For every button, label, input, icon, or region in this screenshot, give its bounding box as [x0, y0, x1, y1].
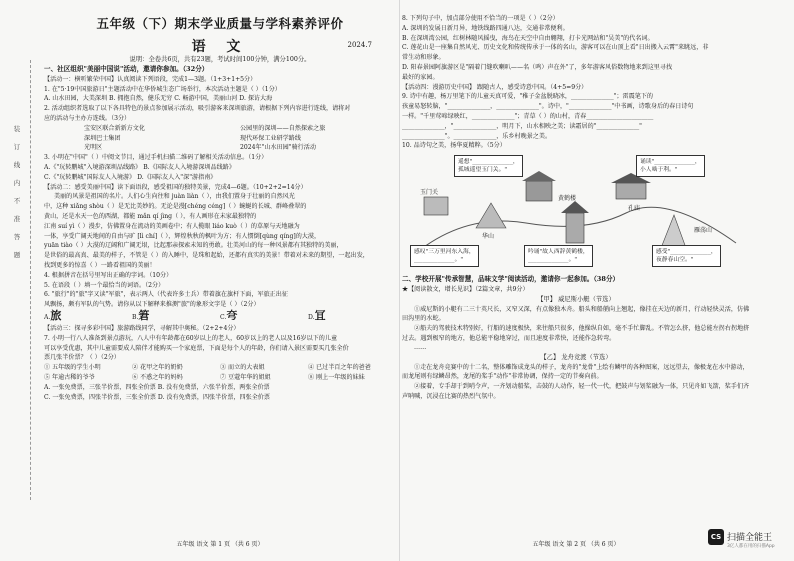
- left-line: 美丽的风景是祖国的名片。人们心生向往和 juàn liàn（ ），由我们置身于壮丽的自然风光: [54, 193, 295, 201]
- binding-char: 题: [13, 251, 21, 259]
- glyph-choice-char: 冝: [314, 308, 326, 322]
- passage-2: [402, 363, 750, 401]
- left-line: C.《"玩转鹏城"国际友人入境游》 D.《国际友人入"深"游指南》: [44, 173, 217, 181]
- tower-icon: [526, 181, 552, 201]
- passage-1-paragraph: ……: [414, 344, 427, 352]
- left-line: 【活动一：横听繁荣中国】认真阅读下列语段，完成1—3题。（1+3+1+5分）: [44, 75, 257, 83]
- right-line: 一样。"千里莺啼绿映红，______________"；青草（ ）的山村，青春______________________: [402, 112, 654, 120]
- left-line: 6. "旅行"的"旅"字又读"军旅"，表示两人（代表许多士兵）带着旗在旗杆下面，军旅正出征: [44, 291, 288, 299]
- glyph-choice-label: C.: [220, 313, 227, 321]
- family-member: ③ 而立的大表姐: [220, 364, 265, 372]
- pair-left: 深圳巴士集团: [84, 134, 121, 142]
- temple-icon: [616, 183, 646, 199]
- glyph-choices: [44, 310, 396, 324]
- map-box-4-text: 吟诵"故人西辞黄鹤楼， ______________。": [528, 249, 589, 264]
- subject-row: [44, 32, 396, 54]
- left-section-1: [44, 65, 396, 124]
- left-line: 2. 活动组织者选取了以下各具特色的景点参加展示活动，吸引游客来深圳旅游，请根据下列内容进行连线，请将对: [44, 105, 351, 113]
- page-fold: [399, 0, 400, 561]
- place-kongmiao: 孔庙: [628, 205, 641, 213]
- pair-row: [44, 143, 396, 153]
- left-page: [44, 8, 396, 548]
- left-line: 1. 在"5·19中国旅游日"主题活动中在华侨城生态广场举行，本次活动主题是（ ）（1分）: [44, 85, 281, 93]
- ticket-answer: A. 一张免费票，三张半价票，四张全价票 B. 没有免费票，六张半价票，两张全价票: [44, 383, 270, 391]
- pair-left: 宝安区联合新新方文化: [84, 124, 145, 132]
- map-box-2-text: 诵读"______________， 小人啮于利。": [640, 159, 701, 174]
- right-page-footer: 五年级 语文 第 2 页 （共 6 页）: [532, 541, 620, 548]
- map-box-4: [524, 245, 593, 267]
- glyph-choice: [308, 310, 396, 324]
- map-box-5: [652, 245, 721, 267]
- ticket-answers: [44, 383, 396, 403]
- left-line: A.《"玩转鹏城"入境游深圳品线路》 B.《国际友人入境游深圳品线路》: [44, 163, 235, 171]
- ticket-answer: C. 一张免费票，四张半价票，三张全价票 D. 没有免费票，四张半价票，四张全价票: [44, 393, 270, 401]
- binding-char: 不: [13, 197, 21, 205]
- pair-left: 光明区: [84, 144, 103, 152]
- peak-icon: [661, 215, 686, 248]
- left-line: 一、社区组织"美丽中国说"活动，邀请你参加。（32分）: [44, 65, 209, 73]
- right-line: 二、学校开展"传承智慧，品味文学"阅读活动，邀请你一起参加。（38分）: [402, 275, 620, 284]
- glyph-choice-label: B.: [132, 313, 139, 321]
- scanner-app-slogan: 3亿人都在用的扫描App: [727, 544, 775, 549]
- place-huashan: 华山: [482, 233, 495, 241]
- map-box-1: [454, 155, 523, 177]
- family-member: ② 花甲之年的奶奶: [132, 364, 183, 372]
- binding-char: 装: [13, 125, 21, 133]
- map-box-3: [410, 245, 479, 267]
- exam-info: 说明：全卷共6页，共有23题，考试时间100分钟，满分100分。: [129, 56, 311, 63]
- left-line: 应的活动与主办方连线。（3分）: [44, 114, 131, 122]
- glyph-choice: [132, 310, 220, 324]
- binding-char: 线: [13, 161, 21, 169]
- exam-title: 五年级（下）期末学业质量与学科素养评价: [96, 16, 344, 31]
- pair-right: 公园里的深圳——自然探索之旅: [240, 124, 326, 132]
- family-member: ⑤ 年逾古稀的爷爷: [44, 373, 95, 381]
- passage-1-paragraph: ①威尼斯的小艇有二三十英尺长，又窄又深，有点像独木舟。船头和船艄向上翘起，像挂在天边的新月，行动轻快灵活，仿佛田沟里的水蛇。: [402, 305, 750, 323]
- passage-2-title: 【乙】 龙舟竞渡（节选）: [540, 353, 612, 361]
- left-line: 4. 根据拼音在括号里写出正确的字词。（10分）: [44, 271, 173, 279]
- glyph-choice-char: 𡗝: [226, 308, 238, 322]
- right-line: ______________，"______________，明月下，山水相映之美；读霜居的"______________": [402, 122, 642, 130]
- pair-row: [44, 124, 396, 134]
- gate-icon: [424, 197, 448, 215]
- pair-row: [44, 134, 396, 144]
- subject-title: 语 文: [191, 39, 249, 55]
- left-line: 可以享受优惠，其中儿童需要成人陪伴才能购买一个家庭票，下面是每个人的年龄，你们请入景区需要买几张全价: [44, 344, 349, 352]
- right-page: [402, 8, 750, 548]
- binding-strip: [10, 120, 24, 264]
- left-line: 票几张半价票？（ ）（2分）: [44, 354, 120, 362]
- binding-char: 订: [13, 143, 21, 151]
- left-line: 是世俗的最高真、最美的样子，不管是（ ）的入睡中，是珠和起始，还都有真实的美景！带着对未来的期望，一起出发，: [44, 252, 369, 260]
- left-line: yuān tiào（ ）大漠的辽阔和广阔无垠，比起那亲探索未知的勇敢。壮美河山的每一种风景都有其独特的美丽，: [44, 242, 343, 250]
- place-yumenguan: 玉门关: [420, 189, 439, 197]
- right-line: ★【阅读散文，增长见识】（2篇文章，共9分）: [402, 285, 529, 293]
- right-line: 10. 品诗句之美，扬华夏精粹。（5分）: [402, 142, 506, 150]
- left-line: A. 山水田园，大美深圳 B. 拥抱自然，健乐无穷 C. 畅游中国，美丽山河 D. 探访大海: [44, 95, 273, 103]
- mountain-icon: [476, 203, 506, 228]
- pagoda-roof-icon: [561, 201, 589, 213]
- right-line: 【活动四：漫游历史中国】 跟随古人，感受诗意中国。（4+5=9分）: [402, 83, 588, 91]
- family-member: ⑦ 豆蔻年华的姐姐: [220, 373, 271, 381]
- place-yandangshan: 雁荡山: [694, 227, 713, 235]
- glyph-choice: [220, 310, 308, 324]
- right-line: B. 在深圳湾公园，红树林随风摇曳，海鸟在天空中自由翱翔，打卡光网站和"吴美"的代名词。: [402, 34, 654, 42]
- glyph-choice: [44, 310, 132, 324]
- passage-1-paragraph: ②船夫的驾驶技术特别好，行船的速度极快，来往船只很多，他操纵自如，毫不手忙脚乱。不管怎么挤，他总能左拐右拐地挤过去。遇到极窄的地方，他总能平稳地穿过，而且速度非常快，还能作急转弯。: [402, 324, 750, 342]
- glyph-choice-label: D.: [308, 313, 315, 321]
- camscanner-logo-icon: CS: [708, 529, 724, 545]
- glyph-choice-char: 䇹: [138, 308, 150, 322]
- right-line: 孩童易怒转脑，"______________，______________"。诗中，"______________"中书画，诗歌身后的春日诗句: [402, 103, 694, 111]
- left-line: 黄山，还是水天一色的西湖，都能 mǎn qí jìng（ ），有人画形在未家最独特的: [44, 212, 257, 220]
- place-huanghelou: 黄鹤楼: [558, 195, 577, 203]
- left-page-footer: 五年级 语文 第 1 页 （共 6 页）: [176, 541, 264, 548]
- right-line: 最好的家园。: [402, 73, 439, 81]
- right-line: 常生动和形象。: [402, 54, 445, 62]
- tower-roof-icon: [522, 171, 556, 181]
- family-member: ⑧ 刚上一年级的妹妹: [308, 373, 365, 381]
- map-box-1-text: 遥想"______________， 孤城遥望玉门关。": [458, 159, 519, 174]
- passage-2-paragraph: ②接着，专手却于到哨令声，一齐划动船桨，击鼓的人动作，轻一代一代，把鼓声与划桨融为一体，只见舟如飞箭，桨手们齐声呐喊，沉浸在比赛的热烈气氛中。: [402, 382, 750, 400]
- pagoda-icon: [566, 213, 584, 243]
- left-line: 【活动二：感受美丽中国】读下面语段，感受祖国的独特美景，完成4—6题。（10+2+2=14分）: [44, 183, 307, 191]
- glyph-choice-label: A.: [44, 313, 51, 321]
- family-member: ① 五年级的学生小明: [44, 364, 101, 372]
- binding-line: [30, 60, 31, 500]
- pair-right: 2024年"山水田园"骑行活动: [240, 144, 316, 152]
- right-line: C. 莲花山是一座集自然风光、历史文化和传统传承于一体的名山，游客可以在山顶上看"日出搬入云霄"来眺远，非: [402, 44, 709, 52]
- binding-char: 答: [13, 233, 21, 241]
- pair-right: 现代环保工业研学路线: [240, 134, 301, 142]
- map-box-3-text: 感叹"三万里河东入海， ______________。": [414, 249, 475, 264]
- left-line: 3. 小明在"中国"（ ）中阅文节目，通过手机扫描二维码了解相关活动信息。（1分）: [44, 154, 268, 162]
- map-box-2: [636, 155, 705, 177]
- right-line: A. 深圳的发展日新月异，地铁线路四通八达，交通非常便利。: [402, 24, 569, 32]
- left-line: 江南 suí yì（ ）漫步，仿佛置身在流动的美画卷中；有人揽眼 liáo kuò（ ）的草原与天地融为: [44, 222, 300, 230]
- binding-char: 内: [13, 179, 21, 187]
- right-line: D. 阳春景园阿旗游区是"隔着门缝吹喇叭——名（鸣）声在外"了，多年游客风俗数物地来到这里寻找: [402, 63, 673, 71]
- family-members: [44, 363, 396, 383]
- glyph-choice-char: 旅: [50, 308, 62, 322]
- poetry-map: [406, 153, 746, 271]
- right-line: ______________"。______________，乐乡村晚景之美。: [402, 132, 552, 140]
- family-member: ④ 已过半百之年的爸爸: [308, 364, 371, 372]
- left-line: 一体，享受广阔天地间的自由与旷 [lì chí]（ ），辉煌秋秋的枫叶为方；有人惯倒[qùng qíng]的大漠，: [44, 232, 321, 240]
- right-line: 9. 诗中有趣，杨万里笔下的儿童天真可爱，"稚子金盆脱晓冰，______________"；雷震笔下的: [402, 93, 654, 101]
- left-line: 风飘扬，颇有军队的气势。请你从以下解释来推测"旅"的象形文字是（ ）（2分）: [44, 301, 260, 309]
- family-member: ⑥ 不惑之年的妈妈: [132, 373, 183, 381]
- left-section-2: [44, 153, 396, 310]
- passage-1: [402, 305, 750, 353]
- binding-char: 准: [13, 215, 21, 223]
- left-line: 找到更多的惊喜（ ）一路看祖国的美丽！: [44, 261, 156, 269]
- scanner-watermark: [708, 527, 788, 555]
- scanner-app-name: 扫描全能王: [727, 533, 773, 543]
- right-line: 8. 下列句子中，加点部分使用不恰当的一项是（ ）（2分）: [402, 15, 559, 22]
- left-line: 5. 在语段（ ）填一个最恰当的词语。（2分）: [44, 281, 165, 289]
- left-line: 7. 小明一行八人准备到景点游玩，八人中有年龄都在60岁以上的老人，60岁以上的老人以及16岁以下的儿童: [44, 334, 338, 342]
- left-line: 【活动三：探寻多彩中国】旅游路线同学，寻解其中奥秘。（2+2+4分）: [44, 324, 240, 332]
- map-box-5-text: 感受"______________， 夜静春山空。": [656, 249, 717, 264]
- right-section-1: [402, 14, 750, 151]
- passage-1-title: 【甲】 威尼斯小艇（节选）: [537, 295, 615, 303]
- matching-pairs: [44, 124, 396, 153]
- right-section-2: [402, 275, 750, 295]
- exam-date: 2024.7: [347, 41, 372, 49]
- passage-2-paragraph: ①走在龙舟竞赛中的十二名，整体雕饰成龙头的样子，龙舟的"龙骨"上绘有鳞甲的各种图案，远远望去，像极龙在水中游动，而龙尾则有绿鳞昂然，龙尾的桨手"动作"非常协调，保持一定的节奏向前。: [402, 363, 749, 381]
- left-line: 中，这种 xiǎng shòu（ ）是无比美妙的。无论是漫[chéng céng]（ ）蜿蜒的长城、群峰叠翠的: [44, 203, 307, 211]
- left-section-3: [44, 324, 396, 363]
